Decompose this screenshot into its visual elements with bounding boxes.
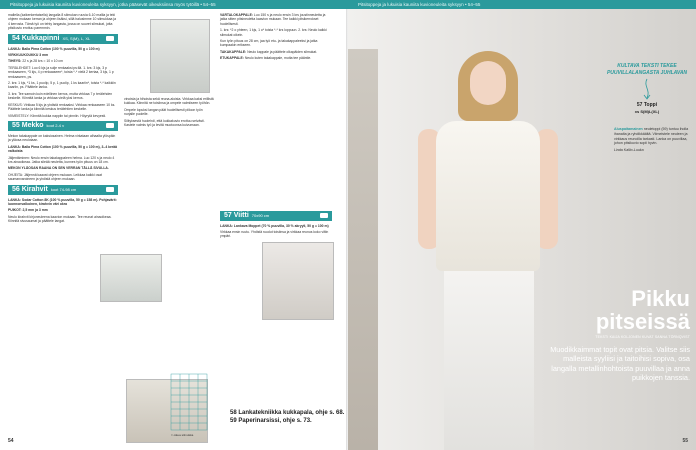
camera-icon [320, 213, 328, 218]
section-sizes: koot 2-4 v [46, 122, 65, 128]
right-page [348, 9, 696, 450]
reference-title: 59 Paperinarsissi, ohje s. 73. [230, 418, 312, 424]
body-paragraph: KESKUS: Virkkaa 5 kjs ja yhdistä renkaaksi. Virkkaa renkaaseen 10 ks. Päättele lanka ja kiinnitä keskus terälehtien keskelle. [8, 102, 116, 112]
callout-ref-sub: xs S(M)L(XL) [634, 108, 660, 114]
header-right: Pitsitoppeja ja lukuisia kauniita kuvioneuleita syksyyn • 54–55 [358, 2, 481, 7]
label: TAKAKAPPALE: [220, 49, 247, 54]
page-number-right: 55 [682, 438, 688, 444]
section-number: 54 [12, 34, 20, 42]
model-jeans [444, 271, 534, 450]
body-paragraph: OHJEITA: Jäljennä kaavat ohjeen mukaan. Leikkaa kaikki osat saumanvaroineen ja yhdistä ohjeen mukaan. [8, 172, 102, 182]
section-sizes: XS, S(M), L, XL [62, 35, 91, 41]
body-paragraph: Kun työn pituus on 28 cm, jaa työ etu- ja takakappaleeksi ja jatka kumpaakin erikseen. [220, 39, 318, 48]
body-paragraph: Luo 150 s ja neulo ensin 3 krs joustinneuletta ja jatka sitten pitsineuletta kaavion mukaan. Tee kaikki pitsikerrokset huolellisesti. [220, 13, 326, 26]
body-paragraph: VIIMEISTELY: Kiinnitä kukka nappiin tai pinniin. Höyrytä kevyesti. [8, 113, 107, 118]
section-name: Kukkapinni [21, 34, 60, 42]
center-column [124, 97, 214, 129]
body-paragraph: 1. krs: *2 o yhteen, 1 kjs, 1 o* toista *-* krs loppuun. 2. krs: Neulo kaikki silmukat oikein. [220, 28, 327, 37]
yarn-info: LANKA: Sodar Cotton 8K (100 % puuvilla, 50 g = 158 m). Pohjavärit: luonnonvalkoinen, kirahvin väri okra [8, 197, 117, 206]
model-face [470, 61, 506, 105]
model-lace-top [436, 121, 540, 271]
section-sizes: koot 74-98 cm [50, 186, 77, 192]
body-paragraph: Neulo kappale ja päättele olkapäiden silmukat. [247, 49, 318, 54]
body-paragraph: Neulo kirahvit kirjoneuleena kaavion mukaan. Tee reunat ainaoikeaa. Kiinnitä sivusaumat ja päättele langat. [8, 214, 112, 224]
page-title: Pikku pitseissä [595, 286, 690, 334]
tension-label: TIHEYS: [8, 59, 22, 64]
callout-ref: 57 Toppi [636, 102, 658, 108]
section-name: Kirahvit [21, 185, 48, 193]
intro-paragraph [614, 127, 690, 153]
note-label: MEKON YLÄOSAN RAANA ON SEN VERRAN TÄLLÄ SIVULLA. [8, 166, 109, 171]
body-paragraph: Mekon takakappale on kaksiosainen. Helma virkataan alhaalta ylöspäin ja yläosa neulotaan. [8, 133, 116, 143]
callout-text: KULTAVA TEKSTI TEKEE PUUVILLALANGASTA JUHLAVAN [606, 63, 688, 76]
signature: Linda Kallio-Luuka [614, 148, 644, 153]
section-header-57 [220, 211, 332, 221]
section-name: Viitti [233, 211, 249, 219]
body-paragraph: TERÄLEHDET: Luo 6 kjs ja sulje renkaaksi ps:llä. 1. krs: 3 kjs, 3 p renkaaseen, *3 kjs, 4 p renkaaseen*, toista *-* vielä 2 kertaa, 3 kjs, 1 p renkaaseen, ps. [8, 65, 114, 79]
yarn-info: LANKA: Baila Pima Cotton (100 % puuvilla, 50 g = 100 m) [8, 46, 100, 51]
body-paragraph: 2. krs: 1 kjs, *1 ks, 1 puolip, 5 p, 1 puolip, 1 ks kaariin*, toista *-* kaikkiin kaariin, ps. Päättele lanka. [8, 81, 116, 90]
label: ETUKAPPALE: [220, 56, 244, 61]
intro-text: mallella (kaikenkertaisella) langalla 8 silmukan ruuvia 6-10 mallia ja teki ohjeen mukaan kerran ja ohjeen lisäksi, sillä halusimme 10 silmukkaa ja 4 kerrosta. Tämä työ on tehty langasta, jossa on suuret silmukat, jotta pitsikuvio erottuu paremmin. [8, 13, 116, 31]
left-column [8, 13, 118, 226]
section-number: 55 [12, 121, 20, 129]
section-header-55 [8, 121, 118, 131]
reference-title: 58 Lankatekniikka kukkapala, ohje s. 68. [230, 410, 345, 416]
right-column [220, 13, 332, 241]
body-paragraph: 3. krs: Tee samoin kuin edellinen kerros, mutta virkkaa 7 p terälehden keskelle. Kiinnitä lanka ja virkkaa vielä yksi kerros. [8, 91, 113, 101]
reference-block [230, 409, 344, 425]
tension-value: 22 s ja 28 krs = 10 x 10 cm [22, 59, 63, 64]
needle-info: PUIKOT: 2,5 mm ja 3 mm [8, 208, 48, 213]
running-header [0, 0, 696, 9]
knitting-chart [170, 373, 208, 441]
section-number: 56 [12, 185, 20, 193]
body-paragraph: Ompele lopuksi langan päät huolellisesti piiloon työn nurjalle puolelle. [124, 107, 203, 117]
camera-icon [106, 36, 114, 41]
page-number-left: 54 [8, 438, 14, 444]
body-paragraph: Neulo kuten takakappale, mutta tee pääntie. [244, 56, 312, 61]
chart-caption: = oikea silmukka [171, 433, 194, 437]
photo-dress-detail [100, 254, 162, 302]
lead-text: Muodikkaimmat topit ovat pitsia. Valitse siis malleista syyliisi ja taitoihisi sopiva, osa langalla metallinhohtoista puuvillaa ja anna puikkojen tanssia. [550, 345, 690, 383]
photo-flower-pin [150, 19, 210, 93]
section-header-56 [8, 185, 118, 195]
yarn-info: LANKA: Lankava Moppet (70 % puuvilla, 30 % akryyli, 50 g = 100 m) [220, 223, 329, 228]
photo-blanket [262, 242, 334, 320]
section-number: 57 [224, 211, 232, 219]
camera-icon [106, 187, 114, 192]
section-sizes: 70x90 cm [251, 212, 270, 218]
yarn-info: LANKA: Baila Pima Cotton (100 % puuvilla, 50 g = 100 m), 3–4 kerää valkoista [8, 144, 118, 154]
callout [604, 63, 690, 115]
body-paragraph: Silityksestä huolehdi, että kukkakuvio erottuu selvästi. Kastele valmis työ ja levitä muotoonsa kuivumaan. [124, 118, 205, 128]
body-paragraph: Virkkaa ensin ruutu. Yhdistä ruudut toisiinsa ja virkkaa reunus koko viltin ympäri. [220, 230, 329, 239]
needle-info: VIRKKUUKOUKKU 3 mm [8, 53, 49, 58]
header-left: Pitsitoppeja ja lukuisia kauniita kuvioneuleita syksyyn, jotka pääsevät oikeuksiinsa myös tytöillä • 54–55 [10, 2, 216, 7]
body-paragraph: vinoista ja hihoista sekä reuna-aloista. Virkkaa kaksi erillistä kukkaa. Kiinnitä ne toisiinsa ja ompele valmiiseen työhön. [124, 97, 214, 106]
body-paragraph: Jäljentäminen: Neulo ensin takakappaleen helma. Luo 120 s ja neulo 4 krs ainaoikeaa. Jatka sileää neuletta, kunnes työn pituus on 18 cm. [8, 155, 115, 164]
highlight-text: Aluspaitamainen [614, 127, 643, 131]
byline: TEKSTI KAIJA KOLJONEN KUVAT SANNA TÖRNQVIST [595, 335, 690, 339]
section-name: Mekko [21, 121, 44, 129]
background-cabinet [348, 49, 378, 450]
camera-icon [106, 123, 114, 128]
arrow-icon [637, 78, 657, 100]
left-page [0, 9, 348, 450]
section-header-54 [8, 34, 118, 44]
label: VARTALOKAPPALE: [220, 13, 253, 17]
body-text: neuletoppi (59) tuntuu iholla ihanalta ja ryhdikkäältä. Viimeistele neuleen ja virkkaus reunoilla tarkasti. Lanka on puuvillaa, johon pitsikuvio sopii hyvin. [614, 127, 689, 146]
